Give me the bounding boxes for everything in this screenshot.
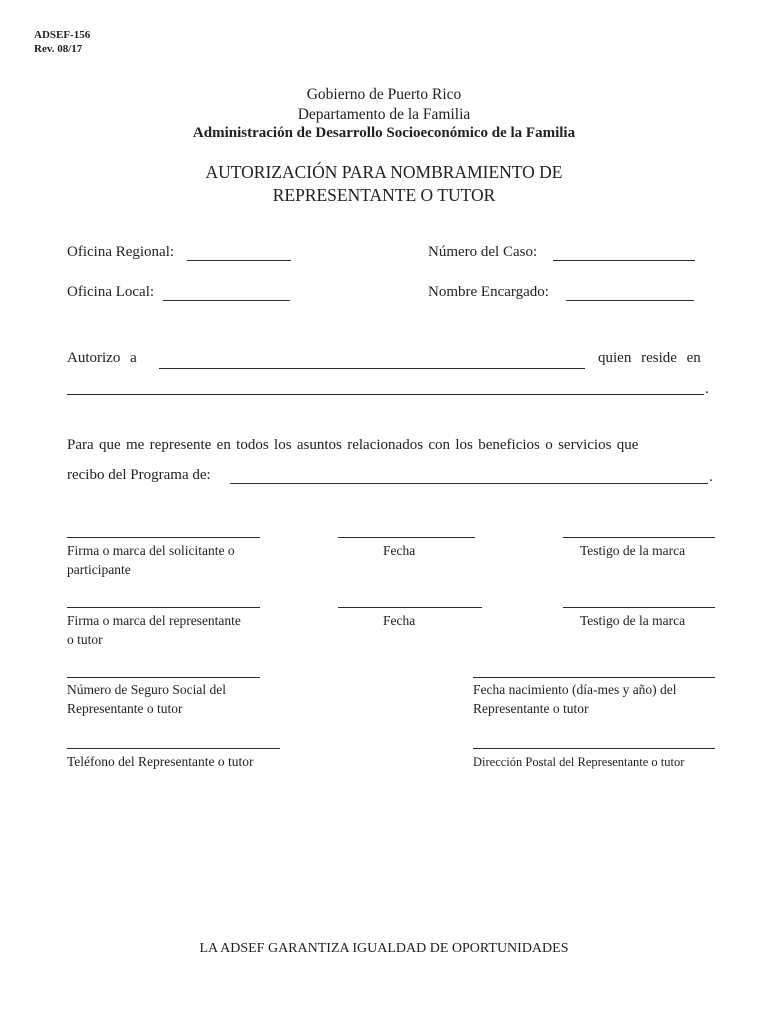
resides-in-label: quien reside en (598, 350, 701, 366)
authorize-label: Autorizo a (67, 350, 137, 366)
applicant-date-field[interactable] (338, 537, 475, 538)
representative-witness-field[interactable] (563, 607, 715, 608)
ssn-field[interactable] (67, 677, 260, 678)
applicant-signature-label-line2: participante (67, 562, 131, 577)
government-name: Gobierno de Puerto Rico (306, 86, 462, 103)
applicant-signature-field[interactable] (67, 537, 260, 538)
applicant-witness-field[interactable] (563, 537, 715, 538)
birthdate-label (473, 680, 677, 718)
case-number-label: Número del Caso: (428, 244, 538, 260)
equal-opportunity-notice: LA ADSEF GARANTIZA IGUALDAD DE OPORTUNIDADES (199, 941, 569, 956)
postal-address-label: Dirección Postal del Representante o tutor (473, 755, 685, 769)
manager-name-label: Nombre Encargado: (428, 284, 549, 300)
applicant-date-label: Fecha (383, 543, 416, 558)
applicant-signature-label-line1: Firma o marca del solicitante o (67, 543, 235, 558)
residence-address-field[interactable] (67, 394, 704, 395)
representative-date-label: Fecha (383, 613, 416, 628)
local-office-label: Oficina Local: (67, 284, 155, 300)
form-title-line1: AUTORIZACIÓN PARA NOMBRAMIENTO DE (205, 162, 563, 182)
residence-period: . (705, 381, 709, 397)
representative-signature-field[interactable] (67, 607, 260, 608)
birthdate-label-line2: Representante o tutor (473, 701, 589, 716)
applicant-signature-label (67, 541, 235, 579)
form-title-line2: REPRESENTANTE O TUTOR (272, 185, 496, 205)
form-code: ADSEF-156 (34, 29, 91, 41)
form-code-block (34, 28, 90, 56)
department-name: Departamento de la Familia (297, 106, 471, 123)
representative-signature-label-line1: Firma o marca del representante (67, 613, 241, 628)
case-number-field[interactable] (553, 260, 695, 261)
agency-name: Administración de Desarrollo Socioeconómico de la Familia (192, 125, 576, 141)
representative-witness-label: Testigo de la marca (580, 613, 686, 628)
ssn-label (67, 680, 226, 718)
ssn-label-line2: Representante o tutor (67, 701, 183, 716)
regional-office-field[interactable] (187, 260, 291, 261)
form-revision: Rev. 08/17 (34, 43, 83, 55)
authorized-person-field[interactable] (159, 368, 585, 369)
program-period: . (709, 469, 713, 485)
local-office-field[interactable] (163, 300, 290, 301)
manager-name-field[interactable] (566, 300, 694, 301)
applicant-witness-label: Testigo de la marca (580, 543, 686, 558)
representative-date-field[interactable] (338, 607, 482, 608)
represent-text: Para que me represente en todos los asuntos relacionados con los beneficios o servicios que (67, 437, 639, 453)
phone-field[interactable] (67, 748, 280, 749)
program-label: recibo del Programa de: (67, 467, 211, 483)
representative-signature-label (67, 611, 241, 649)
program-field[interactable] (230, 483, 708, 484)
phone-label: Teléfono del Representante o tutor (67, 754, 254, 769)
ssn-label-line1: Número de Seguro Social del (67, 682, 226, 697)
birthdate-label-line1: Fecha nacimiento (día-mes y año) del (473, 682, 677, 697)
birthdate-field[interactable] (473, 677, 715, 678)
representative-signature-label-line2: o tutor (67, 632, 103, 647)
regional-office-label: Oficina Regional: (67, 244, 175, 260)
postal-address-field[interactable] (473, 748, 715, 749)
